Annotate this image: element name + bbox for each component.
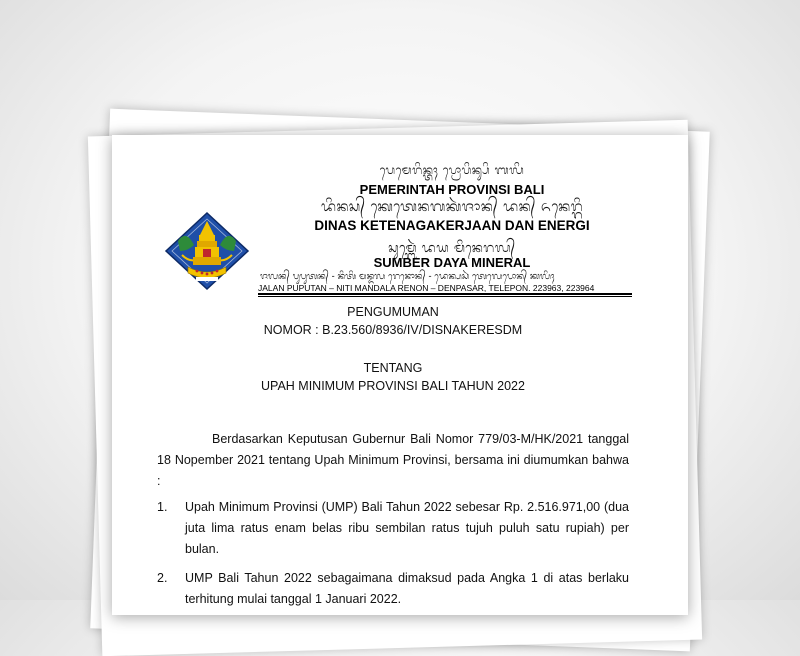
letterhead-divider <box>258 296 632 297</box>
list-item <box>157 497 629 560</box>
bali-province-emblem-icon <box>164 211 250 291</box>
letterhead-divider <box>258 293 632 295</box>
list-item-number: 1. <box>157 500 168 514</box>
government-name: PEMERINTAH PROVINSI BALI <box>359 182 545 197</box>
agency-name-line-1: DINAS KETENAGAKERJAAN DAN ENERGI <box>314 218 590 233</box>
list-item-text: UMP Bali Tahun 2022 sebagaimana dimaksud pada Angka 1 di atas berlaku terhitung mulai tanggal 1 Januari 2022. <box>185 571 629 606</box>
document-subject: UPAH MINIMUM PROVINSI BALI TAHUN 2022 <box>261 379 525 393</box>
letterhead-script-line: ᬧᬾᬫᬾᬭᬶᬦ᭄ᬢᬄ ᬧ᭄ᬭᭀᬧᬶᬦ᭄ᬲᬶ ᬩᬮᬶ <box>379 163 525 177</box>
letterhead <box>112 135 688 305</box>
document-page <box>112 135 688 615</box>
list-item-text: Upah Minimum Provinsi (UMP) Bali Tahun 2022 sebesar Rp. 2.516.971,00 (dua juta lima ratus enam belas ribu sembilan ratus tujuh puluh satu rupiah) per bulan. <box>185 500 629 556</box>
list-item-number: 2. <box>157 571 168 585</box>
intro-paragraph: Berdasarkan Keputusan Gubernur Bali Nomor 779/03-M/HK/2021 tanggal 18 Nopember 2021 tentang Upah Minimum Provinsi, bersama ini diumumkan bahwa : <box>157 432 629 488</box>
document-heading: PENGUMUMAN <box>347 305 439 319</box>
letterhead-script-line: ᬲᬸᬫ᭄ᬩᬾᬃ ᬤᬬ ᬫᬶᬦᬾᬭᬮ᭄ <box>388 241 516 256</box>
announcement-list <box>157 497 629 615</box>
agency-name-line-2: SUMBER DAYA MINERAL <box>373 255 531 270</box>
list-item <box>157 568 629 610</box>
document-about: TENTANG <box>363 361 423 375</box>
letterhead-address: JALAN PUPUTAN – NITI MANDALA RENON – DENPASAR, TELEPON. 223963, 223964 <box>258 283 595 293</box>
letterhead-script-address: ᬚᬮᬦ᭄ ᬧᬸᬧᬸᬢᬦ᭄ - ᬦᬶᬢᬶ ᬫᬦ᭄ᬤᬮ ᬭᬾᬦᭀᬦ᭄ - ᬤᬾᬦ᭄ᬧᬲᬃ ᬢᬾᬮᬾᬧᭀᬦ᭄ ᬓᬮᬶᬄ <box>260 272 555 282</box>
document-number: NOMOR : B.23.560/8936/IV/DISNAKERESDM <box>263 323 523 337</box>
letterhead-script-line: ᬤᬶᬦᬲ᭄ ᬓᬾᬢᬾᬦᬕᬓᬃᬚᬵᬦ᭄ ᬤᬦ᭄ ᬏᬦᬾᬭ᭄ᬕᬶ <box>320 199 584 215</box>
